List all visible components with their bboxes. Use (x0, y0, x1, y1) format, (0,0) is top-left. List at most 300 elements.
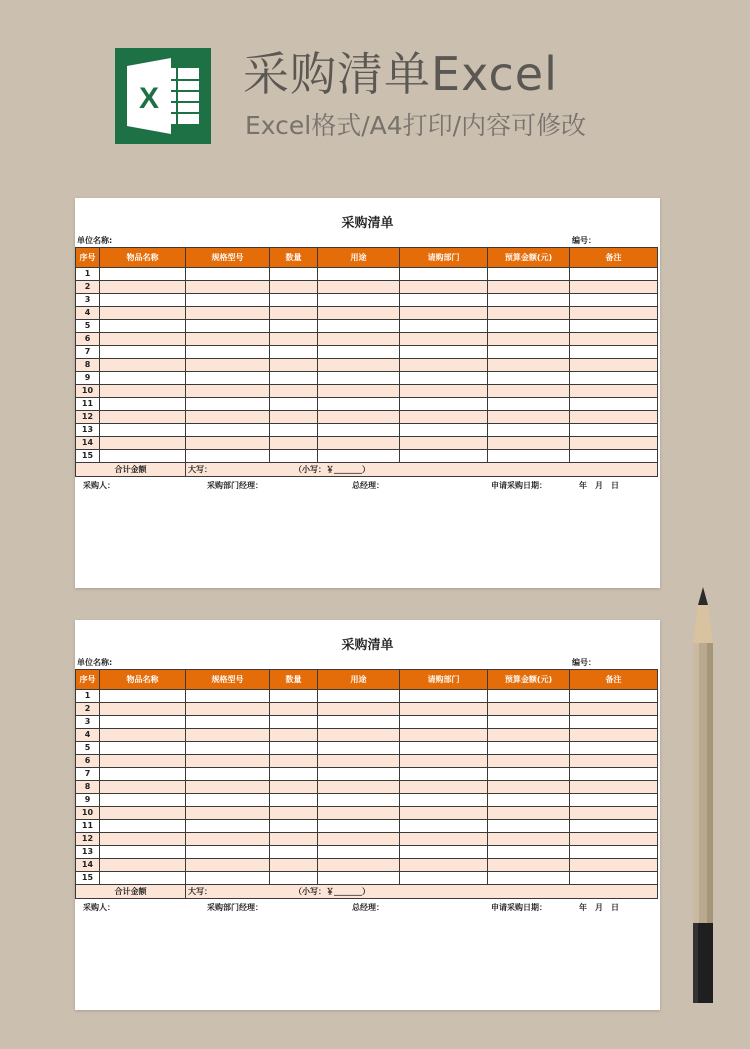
table-row (76, 820, 658, 833)
table-cell[interactable] (270, 398, 318, 411)
table-cell[interactable] (318, 703, 400, 716)
table-cell[interactable] (318, 690, 400, 703)
table-cell[interactable] (400, 424, 488, 437)
column-header: 预算金额(元) (488, 670, 570, 690)
table-cell[interactable] (488, 872, 570, 885)
table-cell[interactable] (100, 281, 186, 294)
table-cell[interactable] (488, 781, 570, 794)
table-cell[interactable] (318, 742, 400, 755)
table-cell[interactable] (318, 859, 400, 872)
table-cell[interactable] (570, 716, 658, 729)
table-cell[interactable] (100, 437, 186, 450)
table-cell[interactable] (270, 833, 318, 846)
table-cell[interactable] (570, 742, 658, 755)
table-row (76, 846, 658, 859)
table-cell[interactable] (270, 781, 318, 794)
table-row (76, 450, 658, 463)
table-cell[interactable] (318, 333, 400, 346)
row-number: 6 (76, 333, 100, 346)
table-cell[interactable] (318, 281, 400, 294)
row-number: 3 (76, 294, 100, 307)
table-cell[interactable] (318, 768, 400, 781)
table-cell[interactable] (400, 385, 488, 398)
table-cell[interactable] (318, 846, 400, 859)
table-cell[interactable] (100, 398, 186, 411)
table-cell[interactable] (488, 424, 570, 437)
table-row (76, 411, 658, 424)
row-number: 9 (76, 372, 100, 385)
table-cell[interactable] (400, 755, 488, 768)
table-cell[interactable] (570, 294, 658, 307)
table-cell[interactable] (186, 716, 270, 729)
table-row (76, 346, 658, 359)
row-number: 4 (76, 729, 100, 742)
table-row (76, 281, 658, 294)
table-cell[interactable] (400, 450, 488, 463)
daxie-label: 大写： (188, 464, 212, 474)
table-cell[interactable] (270, 755, 318, 768)
table-cell[interactable] (400, 281, 488, 294)
row-number: 10 (76, 385, 100, 398)
table-cell[interactable] (100, 690, 186, 703)
table-cell[interactable] (186, 437, 270, 450)
table-cell[interactable] (318, 450, 400, 463)
table-cell[interactable] (318, 294, 400, 307)
table-cell[interactable] (318, 781, 400, 794)
excel-logo-icon (115, 48, 211, 144)
table-cell[interactable] (400, 846, 488, 859)
table-cell[interactable] (400, 716, 488, 729)
table-cell[interactable] (488, 346, 570, 359)
table-cell[interactable] (186, 690, 270, 703)
table-cell[interactable] (186, 372, 270, 385)
table-cell[interactable] (186, 833, 270, 846)
column-header: 备注 (570, 670, 658, 690)
column-header: 请购部门 (400, 248, 488, 268)
column-header: 备注 (570, 248, 658, 268)
table-cell[interactable] (186, 268, 270, 281)
date-units-label: 年 月 日 (579, 481, 619, 490)
table-cell[interactable] (100, 359, 186, 372)
logo-letter: X (138, 82, 160, 115)
column-header: 规格型号 (186, 248, 270, 268)
table-cell[interactable] (400, 437, 488, 450)
table-row (76, 716, 658, 729)
table-cell[interactable] (100, 372, 186, 385)
total-label: 合计金额 (76, 885, 186, 899)
table-cell[interactable] (570, 346, 658, 359)
xiaoxie-label: （小写：￥_______） (298, 464, 370, 474)
table-cell[interactable] (100, 450, 186, 463)
table-row (76, 794, 658, 807)
table-cell[interactable] (318, 307, 400, 320)
table-cell[interactable] (400, 833, 488, 846)
table-cell[interactable] (186, 424, 270, 437)
table-row (76, 859, 658, 872)
table-row (76, 398, 658, 411)
table-cell[interactable] (570, 703, 658, 716)
table-cell[interactable] (318, 716, 400, 729)
table-cell[interactable] (570, 794, 658, 807)
column-header: 数量 (270, 248, 318, 268)
table-cell[interactable] (570, 781, 658, 794)
unit-name-label: 单位名称: (77, 658, 113, 667)
row-number: 2 (76, 703, 100, 716)
table-cell[interactable] (100, 307, 186, 320)
table-cell[interactable] (100, 346, 186, 359)
purchase-form-sheet-2 (75, 620, 660, 1010)
table-cell[interactable] (186, 742, 270, 755)
pencil-icon (688, 583, 718, 1013)
signature-footer (75, 902, 660, 914)
table-cell[interactable] (488, 281, 570, 294)
row-number: 15 (76, 872, 100, 885)
table-cell[interactable] (318, 411, 400, 424)
table-cell[interactable] (488, 437, 570, 450)
table-cell[interactable] (270, 794, 318, 807)
row-number: 7 (76, 346, 100, 359)
table-cell[interactable] (100, 703, 186, 716)
table-cell[interactable] (318, 729, 400, 742)
table-cell[interactable] (100, 859, 186, 872)
table-cell[interactable] (270, 703, 318, 716)
table-cell[interactable] (400, 372, 488, 385)
table-cell[interactable] (186, 807, 270, 820)
table-cell[interactable] (488, 755, 570, 768)
table-cell[interactable] (570, 872, 658, 885)
dept-manager-label: 采购部门经理： (207, 903, 263, 912)
table-cell[interactable] (488, 268, 570, 281)
purchase-table (75, 247, 658, 477)
table-row (76, 372, 658, 385)
table-cell[interactable] (100, 268, 186, 281)
row-number: 12 (76, 411, 100, 424)
table-row (76, 833, 658, 846)
table-cell[interactable] (318, 398, 400, 411)
table-cell[interactable] (400, 346, 488, 359)
table-cell[interactable] (488, 450, 570, 463)
table-header-row (76, 670, 658, 690)
row-number: 11 (76, 398, 100, 411)
table-cell[interactable] (400, 872, 488, 885)
table-cell[interactable] (186, 872, 270, 885)
row-number: 15 (76, 450, 100, 463)
table-row (76, 268, 658, 281)
table-row (76, 320, 658, 333)
table-cell[interactable] (186, 450, 270, 463)
table-cell[interactable] (400, 333, 488, 346)
row-number: 14 (76, 437, 100, 450)
table-row (76, 307, 658, 320)
table-cell[interactable] (400, 742, 488, 755)
table-cell[interactable] (100, 807, 186, 820)
table-cell[interactable] (570, 768, 658, 781)
table-cell[interactable] (100, 781, 186, 794)
table-cell[interactable] (270, 281, 318, 294)
table-cell[interactable] (270, 742, 318, 755)
table-cell[interactable] (488, 846, 570, 859)
table-cell[interactable] (488, 411, 570, 424)
table-cell[interactable] (186, 781, 270, 794)
table-cell[interactable] (186, 333, 270, 346)
table-cell[interactable] (270, 437, 318, 450)
table-cell[interactable] (270, 320, 318, 333)
purchase-table (75, 669, 658, 899)
table-cell[interactable] (400, 268, 488, 281)
table-row (76, 781, 658, 794)
table-cell[interactable] (186, 320, 270, 333)
table-cell[interactable] (270, 372, 318, 385)
table-cell[interactable] (488, 742, 570, 755)
table-row (76, 437, 658, 450)
table-cell[interactable] (488, 807, 570, 820)
table-cell[interactable] (100, 833, 186, 846)
table-cell[interactable] (488, 398, 570, 411)
table-cell[interactable] (400, 807, 488, 820)
table-cell[interactable] (270, 424, 318, 437)
table-cell[interactable] (100, 742, 186, 755)
table-cell[interactable] (270, 411, 318, 424)
table-cell[interactable] (488, 690, 570, 703)
table-cell[interactable] (186, 768, 270, 781)
table-cell[interactable] (400, 411, 488, 424)
table-cell[interactable] (488, 307, 570, 320)
table-cell[interactable] (488, 820, 570, 833)
table-cell[interactable] (488, 359, 570, 372)
row-number: 11 (76, 820, 100, 833)
table-cell[interactable] (488, 333, 570, 346)
row-number: 4 (76, 307, 100, 320)
table-row (76, 768, 658, 781)
table-cell[interactable] (570, 333, 658, 346)
table-cell[interactable] (270, 346, 318, 359)
table-cell[interactable] (318, 833, 400, 846)
row-number: 8 (76, 781, 100, 794)
table-cell[interactable] (270, 872, 318, 885)
table-cell[interactable] (400, 359, 488, 372)
total-amount-cell[interactable] (186, 463, 658, 477)
row-number: 13 (76, 424, 100, 437)
table-cell[interactable] (570, 690, 658, 703)
signature-footer (75, 480, 660, 492)
table-cell[interactable] (186, 729, 270, 742)
table-cell[interactable] (270, 859, 318, 872)
table-cell[interactable] (318, 755, 400, 768)
table-cell[interactable] (270, 807, 318, 820)
column-header: 预算金额(元) (488, 248, 570, 268)
table-cell[interactable] (100, 424, 186, 437)
table-cell[interactable] (270, 268, 318, 281)
page-subtitle: Excel格式/A4打印/内容可修改 (245, 111, 587, 140)
table-header-row (76, 248, 658, 268)
table-cell[interactable] (186, 846, 270, 859)
table-cell[interactable] (318, 424, 400, 437)
table-cell[interactable] (186, 307, 270, 320)
table-cell[interactable] (100, 820, 186, 833)
table-cell[interactable] (186, 359, 270, 372)
table-row (76, 359, 658, 372)
table-cell[interactable] (186, 703, 270, 716)
buyer-label: 采购人： (83, 481, 115, 490)
table-cell[interactable] (488, 320, 570, 333)
table-cell[interactable] (570, 268, 658, 281)
table-cell[interactable] (318, 320, 400, 333)
daxie-label: 大写： (188, 886, 212, 896)
column-header: 用途 (318, 248, 400, 268)
table-cell[interactable] (100, 872, 186, 885)
table-cell[interactable] (186, 294, 270, 307)
table-cell[interactable] (570, 437, 658, 450)
table-row (76, 729, 658, 742)
table-cell[interactable] (318, 385, 400, 398)
total-amount-cell[interactable] (186, 885, 658, 899)
table-cell[interactable] (318, 346, 400, 359)
table-cell[interactable] (100, 846, 186, 859)
table-cell[interactable] (318, 794, 400, 807)
table-cell[interactable] (570, 755, 658, 768)
table-cell[interactable] (270, 294, 318, 307)
table-cell[interactable] (186, 794, 270, 807)
table-cell[interactable] (100, 794, 186, 807)
table-cell[interactable] (400, 781, 488, 794)
table-cell[interactable] (570, 398, 658, 411)
table-cell[interactable] (400, 729, 488, 742)
table-cell[interactable] (488, 859, 570, 872)
table-cell[interactable] (270, 333, 318, 346)
row-number: 6 (76, 755, 100, 768)
table-row (76, 333, 658, 346)
table-cell[interactable] (488, 385, 570, 398)
table-cell[interactable] (100, 333, 186, 346)
table-cell[interactable] (400, 703, 488, 716)
table-cell[interactable] (570, 820, 658, 833)
table-cell[interactable] (186, 385, 270, 398)
table-cell[interactable] (318, 372, 400, 385)
table-cell[interactable] (186, 281, 270, 294)
table-cell[interactable] (570, 372, 658, 385)
table-cell[interactable] (570, 846, 658, 859)
table-cell[interactable] (186, 820, 270, 833)
column-header: 序号 (76, 670, 100, 690)
table-cell[interactable] (400, 794, 488, 807)
table-cell[interactable] (488, 372, 570, 385)
table-cell[interactable] (318, 437, 400, 450)
table-cell[interactable] (100, 320, 186, 333)
row-number: 9 (76, 794, 100, 807)
table-cell[interactable] (570, 833, 658, 846)
table-cell[interactable] (570, 320, 658, 333)
buyer-label: 采购人： (83, 903, 115, 912)
table-row (76, 807, 658, 820)
table-cell[interactable] (570, 859, 658, 872)
table-cell[interactable] (270, 716, 318, 729)
row-number: 1 (76, 690, 100, 703)
table-cell[interactable] (318, 268, 400, 281)
row-number: 7 (76, 768, 100, 781)
row-number: 10 (76, 807, 100, 820)
row-number: 8 (76, 359, 100, 372)
table-cell[interactable] (186, 755, 270, 768)
total-row (76, 463, 658, 477)
table-cell[interactable] (400, 307, 488, 320)
table-cell[interactable] (488, 794, 570, 807)
purchase-form-sheet-1 (75, 198, 660, 588)
table-cell[interactable] (318, 807, 400, 820)
table-cell[interactable] (400, 768, 488, 781)
number-label: 编号： (572, 658, 596, 667)
dept-manager-label: 采购部门经理： (207, 481, 263, 490)
row-number: 2 (76, 281, 100, 294)
date-units-label: 年 月 日 (579, 903, 619, 912)
row-number: 5 (76, 742, 100, 755)
table-cell[interactable] (400, 690, 488, 703)
table-cell[interactable] (270, 846, 318, 859)
table-cell[interactable] (570, 307, 658, 320)
table-cell[interactable] (488, 294, 570, 307)
table-cell[interactable] (100, 716, 186, 729)
table-cell[interactable] (270, 307, 318, 320)
apply-date-label: 申请采购日期： (491, 481, 547, 490)
table-cell[interactable] (186, 859, 270, 872)
table-cell[interactable] (186, 398, 270, 411)
table-cell[interactable] (570, 424, 658, 437)
table-cell[interactable] (488, 729, 570, 742)
table-cell[interactable] (186, 346, 270, 359)
row-number: 13 (76, 846, 100, 859)
table-cell[interactable] (270, 359, 318, 372)
table-cell[interactable] (270, 690, 318, 703)
table-cell[interactable] (488, 768, 570, 781)
table-cell[interactable] (100, 729, 186, 742)
table-cell[interactable] (318, 820, 400, 833)
table-cell[interactable] (488, 703, 570, 716)
table-cell[interactable] (318, 872, 400, 885)
table-cell[interactable] (270, 450, 318, 463)
sheet-title: 采购清单 (341, 216, 394, 231)
table-row (76, 385, 658, 398)
column-header: 数量 (270, 670, 318, 690)
table-cell[interactable] (270, 385, 318, 398)
table-cell[interactable] (400, 859, 488, 872)
table-cell[interactable] (400, 320, 488, 333)
table-cell[interactable] (270, 768, 318, 781)
table-cell[interactable] (270, 820, 318, 833)
table-cell[interactable] (570, 411, 658, 424)
table-cell[interactable] (186, 411, 270, 424)
table-cell[interactable] (488, 833, 570, 846)
table-cell[interactable] (400, 820, 488, 833)
table-cell[interactable] (570, 450, 658, 463)
row-number: 1 (76, 268, 100, 281)
table-cell[interactable] (400, 398, 488, 411)
table-cell[interactable] (100, 411, 186, 424)
table-cell[interactable] (270, 729, 318, 742)
table-cell[interactable] (570, 385, 658, 398)
table-cell[interactable] (100, 385, 186, 398)
table-cell[interactable] (570, 281, 658, 294)
table-cell[interactable] (488, 716, 570, 729)
table-cell[interactable] (100, 755, 186, 768)
table-cell[interactable] (100, 768, 186, 781)
table-row (76, 294, 658, 307)
table-cell[interactable] (400, 294, 488, 307)
table-cell[interactable] (570, 729, 658, 742)
table-cell[interactable] (570, 807, 658, 820)
table-cell[interactable] (100, 294, 186, 307)
table-cell[interactable] (318, 359, 400, 372)
table-cell[interactable] (570, 359, 658, 372)
column-header: 物品名称 (100, 248, 186, 268)
